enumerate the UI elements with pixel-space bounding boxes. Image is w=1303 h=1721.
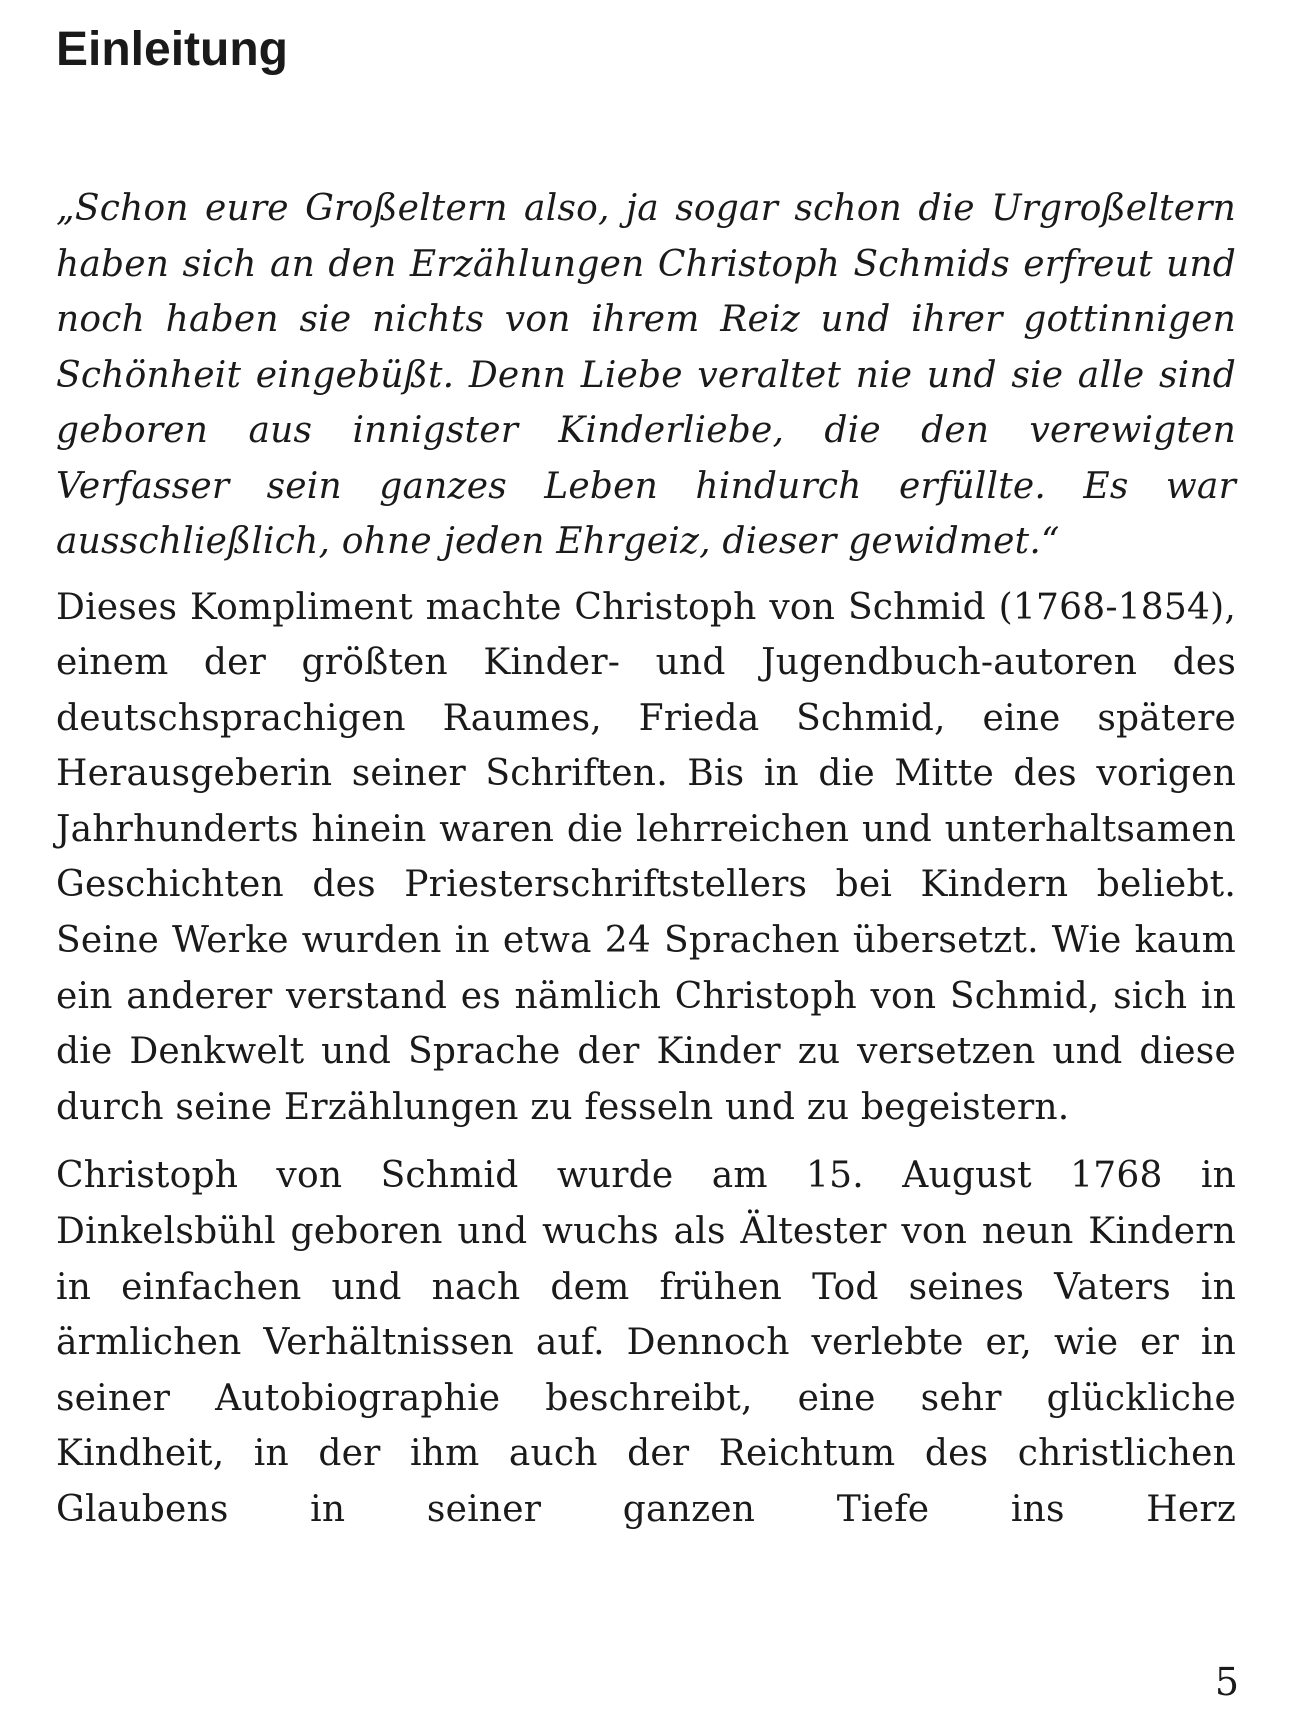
page-body xyxy=(56,0,1236,1538)
page-number: 5 xyxy=(1214,1660,1239,1704)
epigraph-quote: „Schon eure Großeltern also, ja sogar schon die Urgroßeltern haben sich an den Erzählungen Christoph Schmids erfreut und noch haben sie nichts von ihrem Reiz und ihrer gottinnigen Schönheit eingebüßt. Denn Liebe veraltet nie und sie alle sind geboren aus innigster Kinderliebe, die den verewigten Verfasser sein ganzes Leben hindurch erfüllte. Es war ausschließlich, ohne jeden Ehrgeiz, dieser gewidmet.“ xyxy=(56,188,1236,562)
body-paragraph-1: Dieses Kompliment machte Christoph von Schmid (1768-1854), einem der größten Kinder- und Jugendbuch-autoren des deutschsprachigen Raumes, Frieda Schmid, eine spätere Herausgeberin seiner Schriften. Bis in die Mitte des vorigen Jahrhunderts hinein waren die lehrreichen und unterhaltsamen Geschichten des Priesterschriftstellers bei Kindern beliebt. Seine Werke wurden in etwa 24 Sprachen übersetzt. Wie kaum ein anderer verstand es nämlich Christoph von Schmid, sich in die Denkwelt und Sprache der Kinder zu versetzen und diese durch seine Erzählungen zu fesseln und zu begeistern. xyxy=(56,586,1236,1128)
chapter-heading: Einleitung xyxy=(56,23,288,76)
body-paragraph-2: Christoph von Schmid wurde am 15. August 1768 in Dinkelsbühl geboren und wuchs als Ältester von neun Kindern in einfachen und nach dem frühen Tod seines Vaters in ärmlichen Verhältnissen auf. Dennoch verlebte er, wie er in seiner Autobiographie beschreibt, eine sehr glückliche Kindheit, in der ihm auch der Reichtum des christlichen Glaubens in seiner ganzen Tiefe ins Herz xyxy=(56,1155,1236,1530)
